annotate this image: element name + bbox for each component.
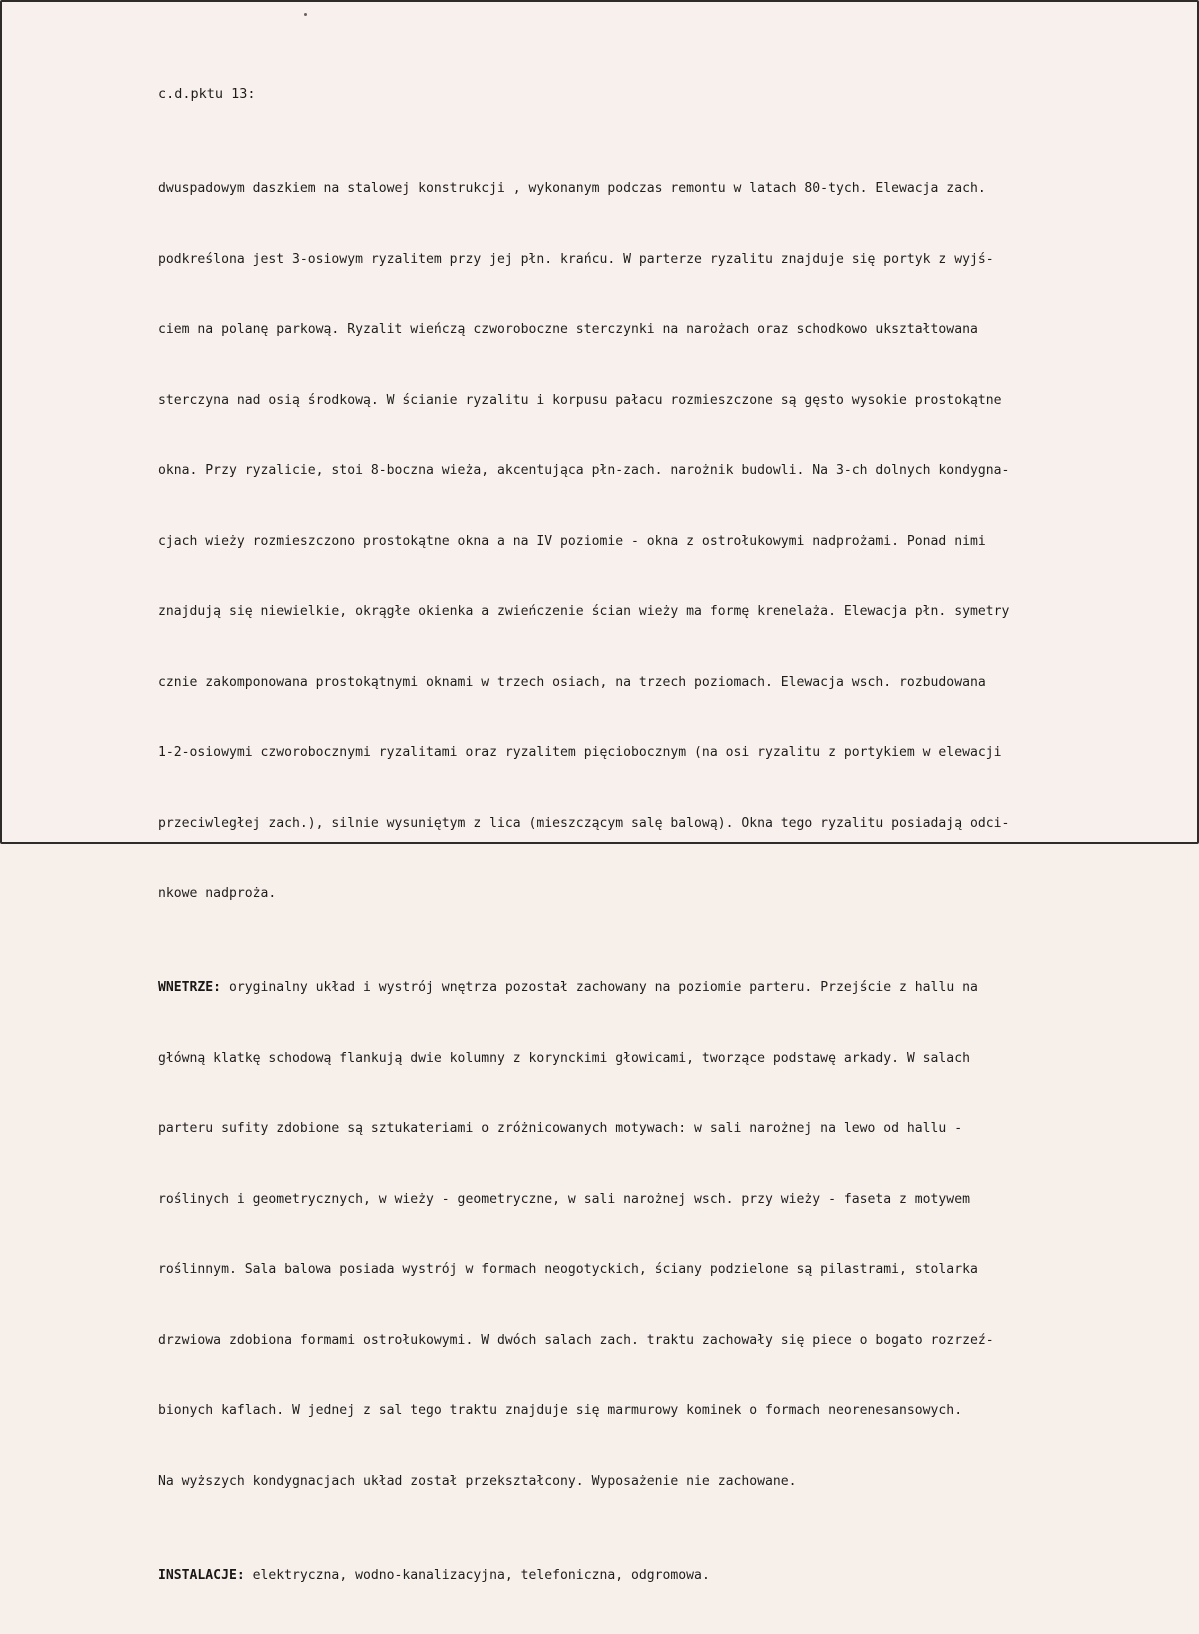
body-line-9: 1-2-osiowymi czworobocznymi ryzalitami oraz ryzalitem pięciobocznym (na osi ryzalitu z portykiem w elewacji [158,745,1002,760]
wnetrze-first-line [158,976,1088,1000]
body-line-5: okna. Przy ryzalicie, stoi 8-boczna wieża, akcentująca płn-zach. narożnik budowli. Na 3-ch dolnych kondygna- [158,463,1010,478]
body-line-1: dwuspadowym daszkiem na stalowej konstrukcji , wykonanym podczas remontu w latach 80-tych. Elewacja zach. [158,181,986,196]
instalacje-label: INSTALACJE: [158,1567,245,1583]
wnetrze-line-7: Na wyższych kondygnacjach układ został przekształcony. Wyposażenie nie zachowane. [158,1473,797,1489]
body-line-10: przeciwległej zach.), silnie wysuniętym z lica (mieszczącym salę balową). Okna tego ryzalitu posiadają odci- [158,815,1010,831]
wnetrze-line-1: główną klatkę schodową flankują dwie kolumny z korynckimi głowicami, tworzące podstawę arkady. W salach [158,1050,970,1066]
instalacje-text: elektryczna, wodno-kanalizacyjna, telefoniczna, odgromowa. [244,1567,710,1583]
wnetrze-line-5: drzwiowa zdobiona formami ostrołukowymi. W dwóch salach zach. traktu zachowały się piece o bogato rozrzeź- [158,1332,994,1348]
document-text [158,36,1088,1634]
wnetrze-line-4: roślinnym. Sala balowa posiada wystrój w formach neogotyckich, ściany podzielone są pilastrami, stolarka [158,1262,978,1277]
page-mark [304,13,307,16]
section-header: c.d.pktu 13: [158,86,256,102]
body-line-6: cjach wieży rozmieszczono prostokątne okna a na IV poziomie - okna z ostrołukowymi nadprożami. Ponad nimi [158,533,986,549]
wnetrze-first-text: oryginalny układ i wystrój wnętrza pozostał zachowany na poziomie parteru. Przejście z hallu na [221,980,978,995]
wnetrze-line-3: roślinych i geometrycznych, w wieży - geometryczne, w sali narożnej wsch. przy wieży - faseta z motywem [158,1191,970,1207]
body-line-2: podkreślona jest 3-osiowym ryzalitem przy jej płn. krańcu. W parterze ryzalitu znajduje się portyk z wyjś- [158,251,994,267]
wnetrze-label: WNETRZE: [158,980,222,995]
body-line-8: cznie zakomponowana prostokątnymi oknami w trzech osiach, na trzech poziomach. Elewacja wsch. rozbudowana [158,674,986,690]
body-line-3: ciem na polanę parkową. Ryzalit wieńczą czworoboczne sterczynki na narożach oraz schodkowo ukształtowana [158,322,978,337]
wnetrze-line-6: bionych kaflach. W jednej z sal tego traktu znajduje się marmurowy kominek o formach neorenesansowych. [158,1403,963,1418]
body-line-7: znajdują się niewielkie, okrągłe okienka a zwieńczenie ścian wieży ma formę krenelaża. Elewacja płn. symetry [158,604,1010,619]
body-line-4: sterczyna nad osią środkową. W ścianie ryzalitu i korpusu pałacu rozmieszczone są gęsto wysokie prostokątne [158,392,1002,408]
instalacje-line [158,1564,1088,1588]
body-line-11: nkowe nadproża. [158,886,277,901]
wnetrze-line-2: parteru sufity zdobione są sztukateriami o zróżnicowanych motywach: w sali narożnej na lewo od hallu - [158,1121,963,1136]
